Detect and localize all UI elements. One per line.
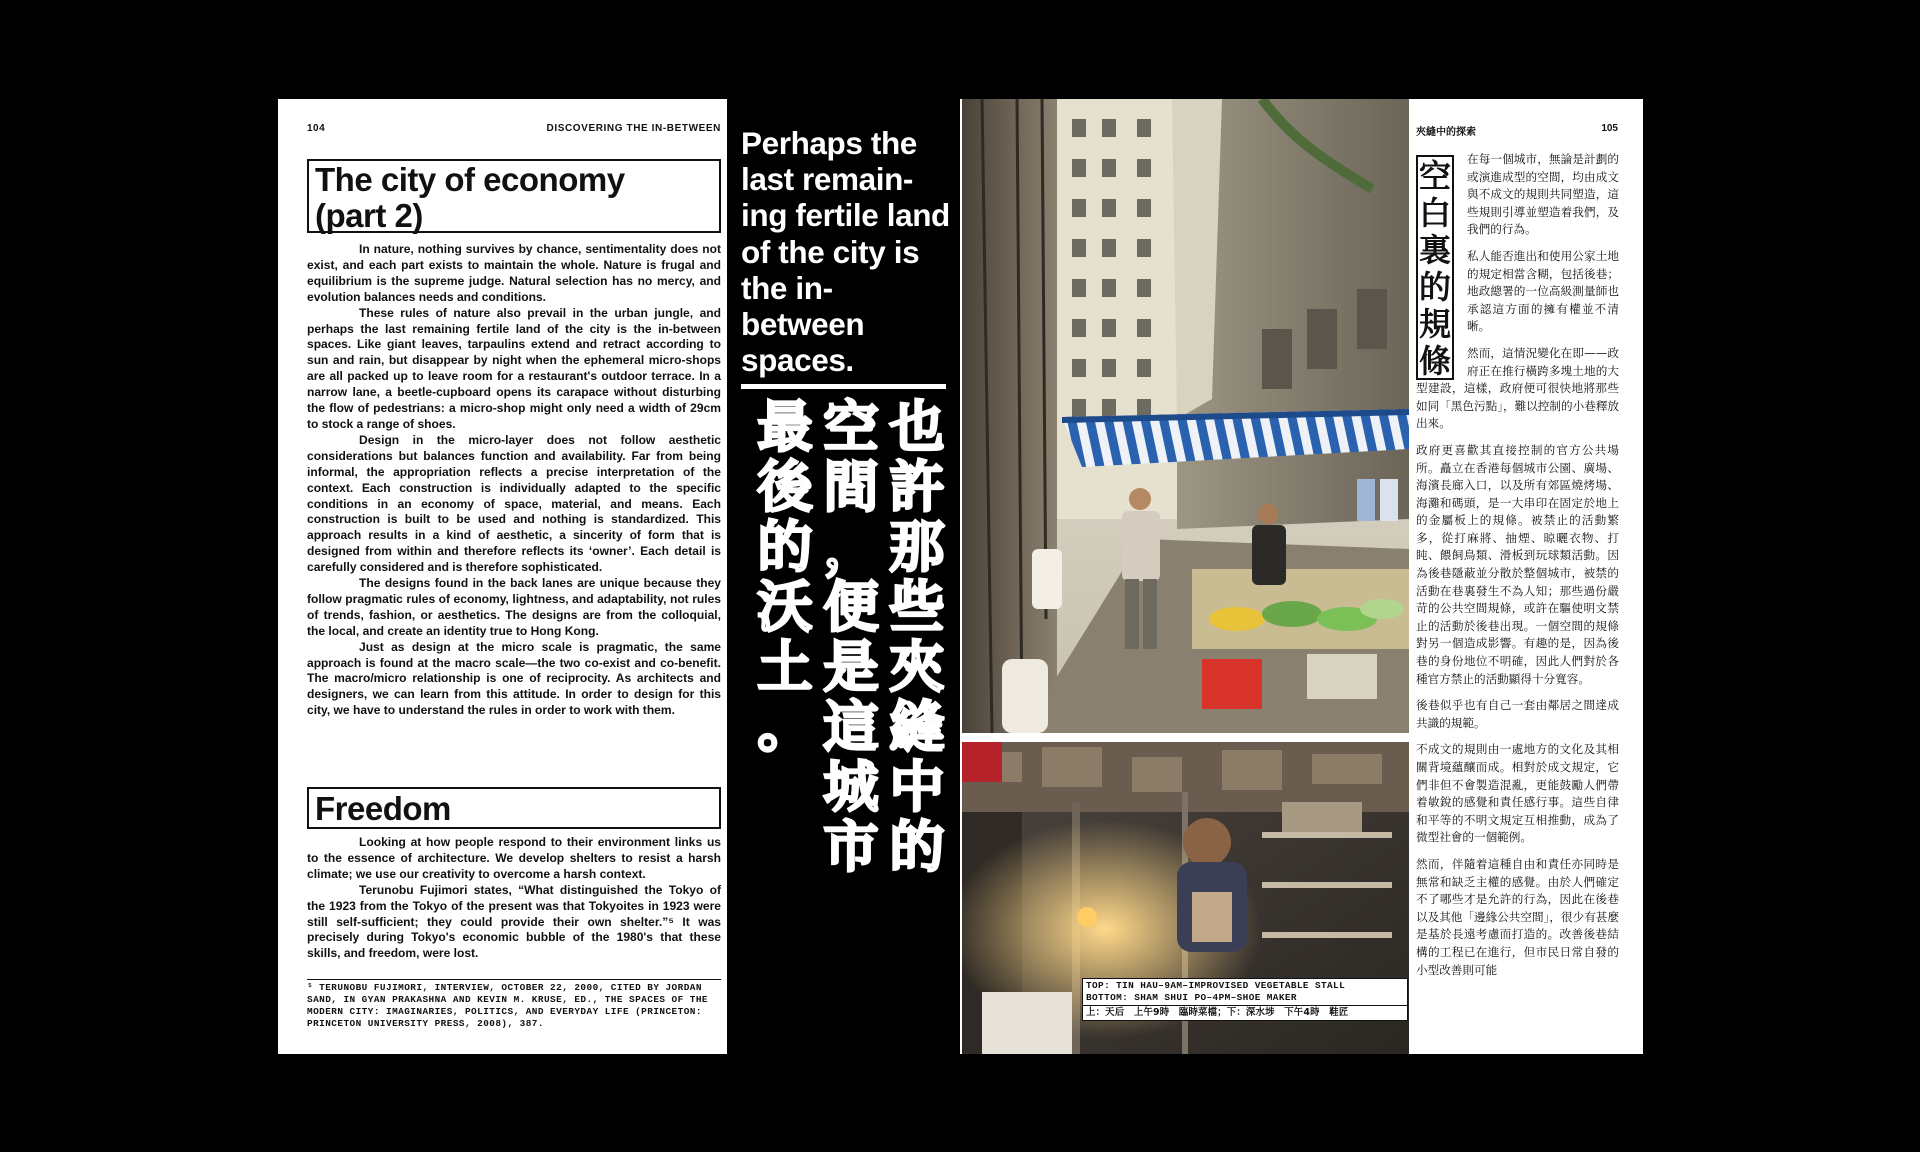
- title-char: 裏: [1418, 231, 1451, 269]
- pull-quote-char: 沃: [757, 575, 813, 639]
- paragraph: In nature, nothing survives by chance, sentimentality does not exist, and each part exists to maintain the whole. Nature is frugal and equilibrium is the supreme judge. Natural selection has no mercy, and evolution balances needs and conditions.: [307, 242, 721, 304]
- caption-chinese: 上：天后 上午9時 臨時菜檔；下：深水埗 下午4時 鞋匠: [1086, 1007, 1349, 1018]
- magazine-spread: [278, 99, 1643, 1054]
- section-title-line-1: The city of economy: [315, 161, 625, 198]
- pull-quote-char: 的: [889, 815, 945, 879]
- right-page: [1411, 99, 1643, 1054]
- caption-line-bottom: BOTTOM: SHAM SHUI PO–4PM–SHOE MAKER: [1086, 992, 1297, 1003]
- pull-quote-chinese: [739, 395, 949, 879]
- caption-english: [1083, 979, 1407, 1006]
- title-char: 規: [1418, 305, 1451, 343]
- pull-quote-char: 城: [823, 755, 879, 819]
- pull-quote-char: ，: [823, 515, 879, 579]
- pull-quote-char: 的: [757, 515, 813, 579]
- paragraph: These rules of nature also prevail in the urban jungle, and perhaps the last remaining fertile land of the city is the in-between spaces. Like giant leaves, tarpaulins extend and retract according to sun and rain, but disappear by night when the ephemeral micro-shops are all packed up to leave room for a restaurant's outdoor terrace. In a narrow lane, a beetle-cupboard opens its carapace without disturbing the flow of pedestrians: a micro-shop might only need a width of 29cm to stock a range of shoes.: [307, 305, 721, 431]
- pull-quote-column: [727, 99, 960, 1054]
- paragraph: 政府更喜歡其直接控制的官方公共場所。矗立在香港每個城市公園、廣場、海濱長廊入口，以及所有郊區燒烤場、海灘和碼頭，是一大串印在固定於地上的金屬板上的規條。被禁止的活動繁多，從打麻將、抽煙、晾曬衣物、打盹、餵飼鳥類、滑板到玩球類活動。因為後巷隱蔽並分散於整個城市，被禁的活動在巷裏發生不為人知；那些過份嚴苛的公共空間規條，或許在驅使明文禁止的活動於後巷出現。一個空間的規條對另一個造成影響。有趣的是，因為後巷的身份地位不明確，因此人們對於各種官方禁止的活動顯得十分寬容。: [1416, 442, 1619, 686]
- paragraph: 在每一個城市，無論是計劃的或演進成型的空間，均由成文與不成文的規則共同塑造，這些規則引導並塑造着我們，及我們的行為。: [1467, 152, 1619, 237]
- pull-quote-char: 後: [757, 455, 813, 519]
- paragraph: 後巷似乎也有自己一套由鄰居之間達成共識的規範。: [1416, 698, 1619, 730]
- title-char: 的: [1418, 268, 1451, 306]
- pull-quote-char: 中: [889, 755, 945, 819]
- pull-quote-char: 這: [823, 695, 879, 759]
- section-title-line-2: (part 2): [315, 197, 423, 234]
- section-title-economy: [307, 159, 721, 233]
- pull-quote-char: 便: [823, 575, 879, 639]
- paragraph: Terunobu Fujimori states, “What distinguished the Tokyo of the 1923 from the Tokyo of the present was that Tokyoites in 1923 were still self-sufficient; they could provide their own shelter.”⁵ It was precisely during Tokyo's economic bubble of the 1980's that these skills, and freedom, were lost.: [307, 882, 721, 961]
- pull-quote-char: 夾: [889, 635, 945, 699]
- body-text-freedom: [307, 835, 721, 962]
- section-title-freedom: Freedom: [307, 787, 721, 829]
- photo-vegetable-stall: [962, 99, 1409, 733]
- pull-quote-char: 是: [823, 635, 879, 699]
- pull-quote-char: 許: [889, 455, 945, 519]
- pull-quote-chinese-column: [753, 397, 817, 857]
- paragraph: The designs found in the back lanes are unique because they follow pragmatic rules of economy, lightness, and adaptability, not rules of trends, fashion, or aesthetics. The designs are from the colloquial, the local, and create an identity true to Hong Kong.: [307, 576, 721, 638]
- pull-quote-char: 最: [757, 395, 813, 459]
- paragraph: Design in the micro-layer does not follow aesthetic considerations but balances function and availability. Far from being informal, the appropriation reflects a precise interpretation of the context. Each construction is individually adapted to the specific conditions in an economy of space, material, and means. Each construction is built to be used and nothing is standardized. This approach results in a kind of aesthetic, a sincerity of form that is designed from within and therefore reflects its ‘owner’. Each detail is carefully considered and is therefore sophisticated.: [307, 432, 721, 575]
- photo-vegetable-stall-image: [962, 99, 1409, 733]
- pull-quote-char: 那: [889, 515, 945, 579]
- pull-quote-char: 空: [823, 395, 879, 459]
- pull-quote-char: 。: [757, 695, 813, 759]
- chinese-body-text: [1416, 151, 1619, 988]
- pull-quote-char: 縫: [889, 695, 945, 759]
- photo-caption: [1082, 978, 1408, 1021]
- title-char: 空: [1418, 157, 1451, 195]
- pull-quote-char: 土: [757, 635, 813, 699]
- paragraph: 私人能否進出和使用公家土地的規定相當含糊，包括後巷；地政總署的一位高級測量師也承認這方面的擁有權並不清晰。: [1467, 248, 1619, 334]
- body-text-economy: [307, 242, 721, 719]
- pull-quote-char: 些: [889, 575, 945, 639]
- title-char: 條: [1418, 342, 1451, 380]
- pull-quote-char: 間: [823, 455, 879, 519]
- paragraph: 然而，伴隨着這種自由和責任亦同時是無常和缺乏主權的感覺。由於人們確定不了哪些才是允許的行為，因此在後巷以及其他「邊緣公共空間」，很少有甚麼是基於長遠考慮而打造的。改善後巷結構的工程已在進行，但市民日常自發的小型改善則可能: [1416, 856, 1619, 977]
- pull-quote-char: 市: [823, 815, 879, 879]
- paragraph: 不成文的規則由一處地方的文化及其相關背境蘊釀而成。相對於成文規定，它們非但不會製造混亂，更能鼓勵人們帶着敏銳的感覺和責任感行事。這些自律和平等的不明文規定互相推動，成為了微型社會的一個範例。: [1416, 742, 1619, 845]
- page-number-right: 105: [1601, 123, 1618, 134]
- divider: [741, 384, 946, 389]
- pull-quote-char: 也: [889, 395, 945, 459]
- paragraph: 然而，這情況變化在即——政府正在推行橫跨多塊土地的大型建設，這樣，政府便可很快地將那些如同「黑色污點」，難以控制的小巷釋放出來。: [1416, 345, 1619, 431]
- paragraph: Looking at how people respond to their environment links us to the essence of architecture. We develop shelters to resist a harsh climate; we use our creativity to overcome a harsh context.: [307, 835, 721, 881]
- left-page: [278, 99, 726, 1054]
- paragraph: Just as design at the micro scale is pragmatic, the same approach is found at the macro scale—the two co-exist and co-benefit. The macro/micro relationship is one of reciprocity. As architects and designers, we can learn from this attitude. In order to design for this city, we have to understand the rules in order to work with them.: [307, 639, 721, 718]
- title-char: 白: [1418, 194, 1451, 232]
- pull-quote-chinese-column: [819, 395, 883, 879]
- page-number-left: 104: [307, 123, 326, 134]
- caption-line-top: TOP: TIN HAU–9AM–IMPROVISED VEGETABLE STALL: [1086, 980, 1346, 991]
- pull-quote-english: Perhaps the last remain-ing fertile land of the city is the in-between spaces.: [741, 125, 950, 379]
- footnote: ⁵ TERUNOBU FUJIMORI, INTERVIEW, OCTOBER 22, 2000, CITED BY JORDAN SAND, IN GYAN PRAKASHNA AND KEVIN M. KRUSE, ED., THE SPACES OF THE MODERN CITY: IMAGINARIES, POLITICS, AND EVERYDAY LIFE (PRINCETON: PRINCETON UNIVERSITY PRESS, 2008), 387.: [307, 979, 721, 1030]
- running-head-left: DISCOVERING THE IN-BETWEEN: [546, 123, 721, 134]
- pull-quote-chinese-column: [885, 395, 949, 879]
- running-head-right: 夾縫中的探索: [1416, 127, 1476, 138]
